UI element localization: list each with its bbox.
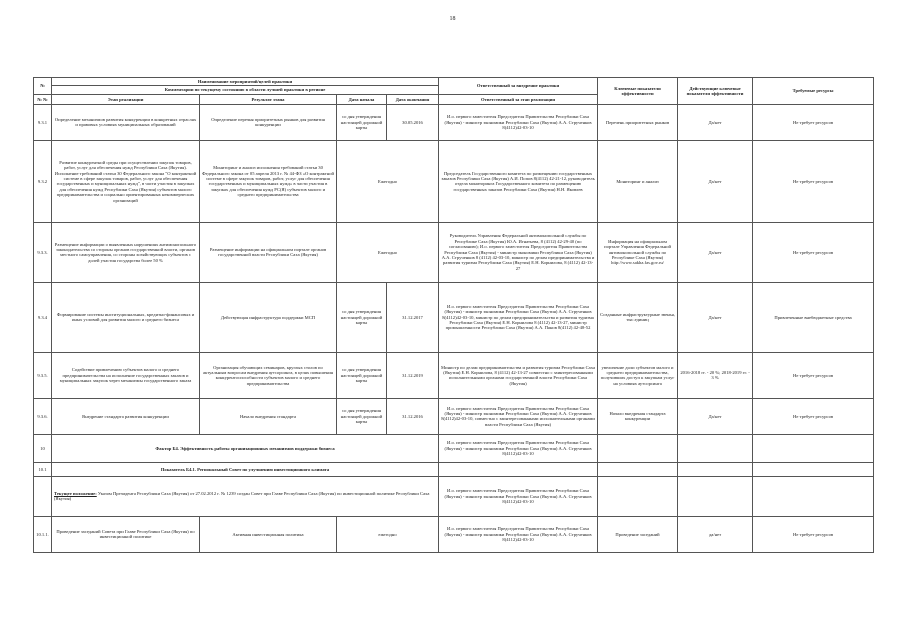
row-stage: Содействие привлечению субъектов малого и среднего предпринимательства на исполнение государственных заказов и муниципальных закупок через механизмы государственного заказа [52, 352, 200, 398]
row-end: 31.12.2016 [387, 398, 439, 434]
table-row [34, 516, 874, 552]
header-date-start: Дата начала [337, 94, 387, 104]
row-stage: Внедрение стандарта развития конкуренции [52, 398, 200, 434]
factor-num: 10 [34, 434, 52, 462]
header-resp-stage: Ответственный за этап реализации [439, 94, 598, 104]
row-kpi: увеличение доли субъектов малого и среднего предпринимательства, получивших доступ к закупкам услуг на условиях аутсорсинга [598, 352, 678, 398]
row-stage: Проведение заседаний Совета при Главе Республики Саха (Якутия) по инвестиционной политике [52, 516, 200, 552]
table-row [34, 352, 874, 398]
row-actual: Да/нет [678, 104, 753, 140]
comment-text: Указом Президента Республики Саха (Якутия) от 27.02.2012 г. № 1239 создан Совет при Главе Республики Саха (Якутия) по инвестиционной политике Республики Саха (Якутия) [54, 490, 430, 502]
row-stage: Формирование системы институциональных, кредитно-финансовых и иных условий для развития малого и среднего бизнеса [52, 282, 200, 352]
row-num: 9.3.2 [34, 140, 52, 222]
factor-title: Фактор Б4. Эффективность работы организационных механизмов поддержки бизнеса [52, 434, 439, 462]
header-stage: Этап реализации [52, 94, 200, 104]
header-result: Результат этапа [200, 94, 337, 104]
row-stage: Определение механизмов развития конкуренции в конкретных отраслях и правовых условиях муниципальных образований [52, 104, 200, 140]
row-actual: 2016-2018 гг. - 20 %; 2018-2019 гг. - 3 % [678, 352, 753, 398]
row-period: ежегодно [337, 516, 439, 552]
row-responsible: И.о. первого заместителя Председателя Правительства Республики Саха (Якутия) - министр экономики Республики Саха (Якутия) А.А. Струченков 8(4112)42-03-10, совместно с заинтересованными исполнительными органами власти Республики Саха (Якутия) [439, 398, 598, 434]
indicator-num: 10.1 [34, 462, 52, 476]
row-actual: Да/нет [678, 398, 753, 434]
row-actual: да/нет [678, 516, 753, 552]
row-resources: Не требует ресурсов [753, 222, 874, 282]
row-result: Организация обучающих семинаров, круглых столов по актуальным вопросам внедрения аутсорсинга, в целях повышения конкурентоспособности субъектов малого и среднего предпринимательства [200, 352, 337, 398]
row-responsible: И.о. первого заместителя Председателя Правительства Республики Саха (Якутия) - министр экономики Республики Саха (Якутия) А.А. Струченков 8(4112)42-03-10 [439, 104, 598, 140]
row-result: Начало внедрения стандарта [200, 398, 337, 434]
header-key-indicators: Ключевые показатели эффективности [598, 78, 678, 105]
factor-row [34, 434, 874, 462]
row-num: 9.3.5. [34, 352, 52, 398]
header-date-end: Дата окончания [387, 94, 439, 104]
row-num: 10.1.1. [34, 516, 52, 552]
row-start: со дня утверждения настоящей дорожной карты [337, 282, 387, 352]
row-num: 9.3.6. [34, 398, 52, 434]
row-kpi: Перечень приоритетных рынков [598, 104, 678, 140]
row-resources: Не требует ресурсов [753, 516, 874, 552]
row-kpi: Начало внедрения стандарта конкуренции [598, 398, 678, 434]
header-resp-group: Ответственный за внедрение практики [439, 78, 598, 95]
row-actual: Да/нет [678, 282, 753, 352]
row-resources: Привлеченные внебюджетные средства [753, 282, 874, 352]
table-row [34, 222, 874, 282]
table-row [34, 282, 874, 352]
row-kpi: Проведение заседаний [598, 516, 678, 552]
row-period: Ежегодно [337, 140, 439, 222]
row-end: 31.12.2019 [387, 352, 439, 398]
row-num: 9.3.3. [34, 222, 52, 282]
header-name-group: Наименование мероприятий/целей практики [52, 78, 439, 86]
row-period: Ежегодно [337, 222, 439, 282]
header-nn: № № [34, 94, 52, 104]
row-result: Действующая инфраструктура поддержки МСП [200, 282, 337, 352]
row-result: Размещение информации на официальном портале органов государственной власти Республики Саха (Якутия) [200, 222, 337, 282]
row-start: со дня утверждения настоящей дорожной карты [337, 352, 387, 398]
row-num: 9.3.4 [34, 282, 52, 352]
row-responsible: Министр по делам предпринимательства и развития туризма Республики Саха (Якутия) Е.Н. Корнилова, 8 (4112) 42-13-27 совместно с заинтересованными исполнительными органами государственной власти Республики Саха (Якутия) [439, 352, 598, 398]
row-stage: Размещение информации о выявленных нарушениях антимонопольного законодательства со стороны органов государственной власти, органов местного самоуправления, со стороны хозяйствующих субъектов с долей участия государства более 50 % [52, 222, 200, 282]
row-kpi: Информация на официальном портале Управления Федеральной антимонопольной службы по Республике Саха (Якутия) http://www.sakha.fas.gov.ru/ [598, 222, 678, 282]
page-number: 18 [449, 16, 456, 22]
row-end: 31.12.2017 [387, 282, 439, 352]
header-actual-indicators: Действующие ключевые показатели эффективности [678, 78, 753, 105]
row-stage: Развитие конкурентной среды при осуществлении закупок товаров, работ, услуг для обеспечения нужд Республики Саха (Якутия). Исполнение требований статьи 30 Федерального закона "О контрактной системе в сфере закупок товаров, работ, услуг для обеспечения государственных и муниципальных нужд", в части участия в закупках для обеспечения нужд Республики Саха (Якутия) субъектов малого предпринимательства и социально ориентированных некоммерческих организаций [52, 140, 200, 222]
row-resources: Не требует ресурсов [753, 398, 874, 434]
row-result: Мониторинг и анализ исполнения требований статьи 30 Федерального закона от 05 апреля 2013 г. № 44-ФЗ «О контрактной системе в сфере закупок товаров, работ, услуг для обеспечения государственных и муниципальных нужд» в части участия в закупках для обеспечения нужд РС(Я) субъектов малого и среднего предпринимательства [200, 140, 337, 222]
indicator-title: Показатель Б4.1. Региональный Совет по улучшению инвестиционного климата [52, 462, 439, 476]
row-kpi: Созданные инфраструктурные звенья, тыс.единиц [598, 282, 678, 352]
row-actual: Да/нет [678, 222, 753, 282]
comment-cell [52, 476, 439, 516]
header-num: № [34, 78, 52, 95]
row-start: со дня утверждения настоящей дорожной карты [337, 398, 387, 434]
row-responsible: Руководитель Управления Федеральной антимонопольной службы по Республике Саха (Якутия) Ю.А. Игнатьева, 8 (4112) 42-29-40 (по согласованию); И.о. первого заместителя Председателя Правительства Республики Саха (Якутия) - министр экономики Республики Саха (Якутия) А.А. Струченков 8 (4112) 42-03-10, министр по делам предпринимательства и развития туризма Республики Саха (Якутия) Е.Н. Корнилова, 8 (4112) 42-13-27 [439, 222, 598, 282]
row-resources: Не требует ресурсов [753, 104, 874, 140]
comment-lead: Текущее положение: [54, 490, 97, 496]
table-row [34, 140, 874, 222]
row-start: со дня утверждения настоящей дорожной карты [337, 104, 387, 140]
comment-responsible: И.о. первого заместителя Председателя Правительства Республики Саха (Якутия) - министр экономики Республики Саха (Якутия) А.А. Струченков 8(4112)42-03-10 [439, 476, 598, 516]
indicator-row [34, 462, 874, 476]
factor-responsible: И.о. первого заместителя Председателя Правительства Республики Саха (Якутия) - министр экономики Республики Саха (Якутия) А.А. Струченков 8(4112)42-03-10 [439, 434, 598, 462]
row-kpi: Мониторинг и анализ [598, 140, 678, 222]
row-resources: Не требует ресурсов [753, 140, 874, 222]
row-actual: Да/нет [678, 140, 753, 222]
row-responsible: И.о. первого заместителя Председателя Правительства Республики Саха (Якутия) - министр экономики Республики Саха (Якутия) А.А. Струченков 8(4112)42-03-10 [439, 516, 598, 552]
roadmap-table [33, 77, 874, 553]
table-row [34, 104, 874, 140]
row-result: Определение перечня приоритетных рынков для развития конкуренции [200, 104, 337, 140]
header-resources: Требуемые ресурсы [753, 78, 874, 105]
row-resources: Не требует ресурсов [753, 352, 874, 398]
header-comments: Комментарии по текущему состоянию в области лучшей практики в регионе [52, 86, 439, 94]
comment-row [34, 476, 874, 516]
row-end: 30.05.2016 [387, 104, 439, 140]
table-row [34, 398, 874, 434]
row-responsible: И.о. первого заместителя Председателя Правительства Республики Саха (Якутия) - министр экономики Республики Саха (Якутия) А.А. Струченков 8(4112)42-03-10, министр по делам предпринимательства и развития туризма Республики Саха (Якутия) Е.Н. Корнилова 8 (4112) 42-13-27, министр промышленности Республики Саха (Якутия) А.А. Панов 8(4112) 42-48-52 [439, 282, 598, 352]
row-result: Активная инвестиционная политика [200, 516, 337, 552]
row-num: 9.3.1 [34, 104, 52, 140]
row-responsible: Председатель Государственного комитета по размещению государственных заказов Республики Саха (Якутия) А.И. Попов 8(4112) 42-21-12, руководитель отдела мониторинга Государственного комитета по размещению государственных заказов Республики Саха (Якутия) Н.Н. Яковлев [439, 140, 598, 222]
